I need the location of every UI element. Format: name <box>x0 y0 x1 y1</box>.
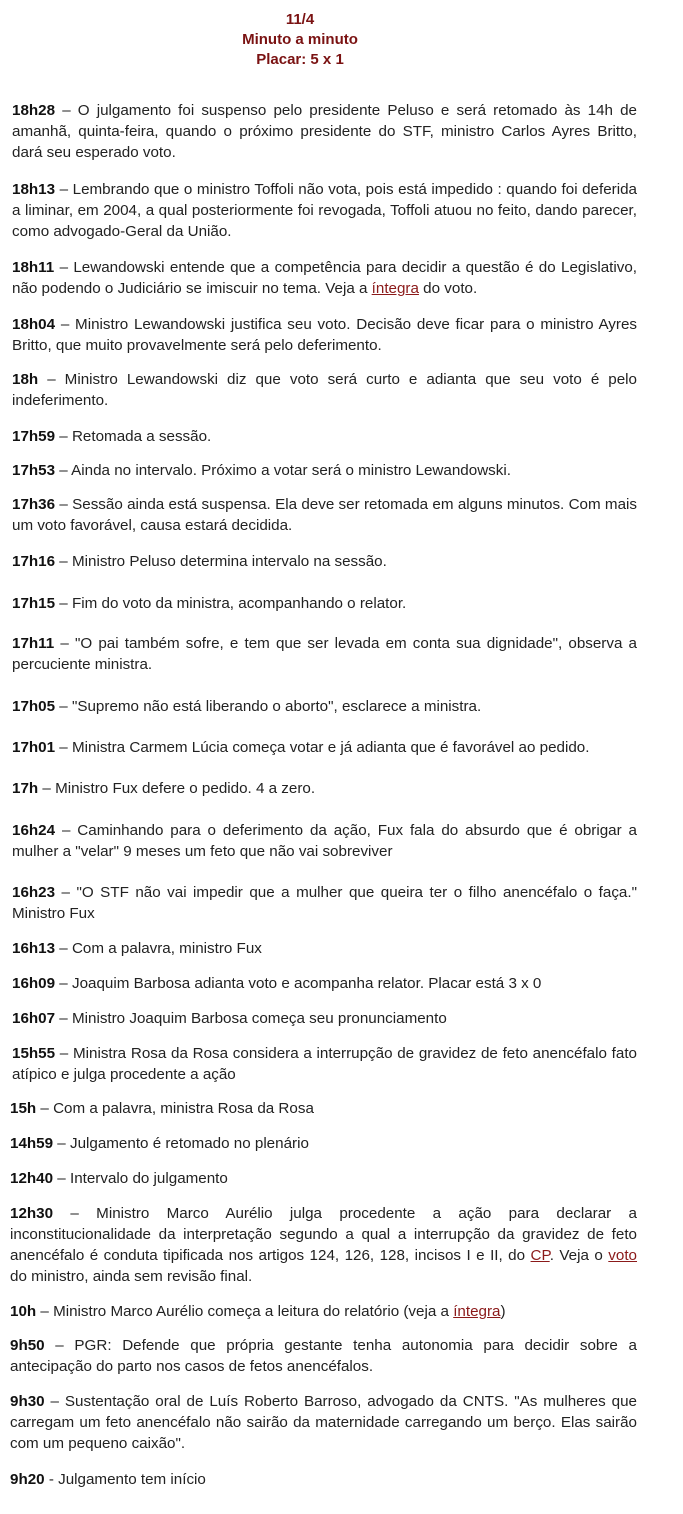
entry-time: 17h01 <box>12 739 56 756</box>
timeline-entry: 16h23 – "O STF não vai impedir que a mulher que queira ter o filho anencéfalo o faça." Ministro Fux <box>12 884 637 922</box>
timeline-entry: 9h20 - Julgamento tem início <box>10 1471 206 1488</box>
entry-text: Ministro Fux defere o pedido. 4 a zero. <box>55 780 316 797</box>
entry-text: Sessão ainda está suspensa. Ela deve ser retomada em alguns minutos. Com mais um voto favorável, causa estará decidida. <box>12 496 637 534</box>
timeline-entry: 17h01 – Ministra Carmem Lúcia começa votar e já adianta que é favorável ao pedido. <box>12 739 590 756</box>
timeline-entry: 15h55 – Ministra Rosa da Rosa considera a interrupção de gravidez de feto anencéfalo fato atípico e julga procedente a ação <box>12 1045 637 1083</box>
timeline-entry: 17h05 – "Supremo não está liberando o aborto", esclarece a ministra. <box>12 698 482 715</box>
entry-time: 17h11 <box>12 635 55 652</box>
entry-text: Ministro Lewandowski justifica seu voto. Decisão deve ficar para o ministro Ayres Britto, que muito provavelmente será pelo deferimento. <box>12 316 637 354</box>
entry-text: Caminhando para o deferimento da ação, Fux fala do absurdo que é obrigar a mulher a "velar" 9 meses um feto que não vai sobreviver <box>12 822 637 860</box>
entry-text: Retomada a sessão. <box>71 428 212 445</box>
entry-time: 12h30 <box>10 1205 54 1222</box>
entry-time: 12h40 <box>10 1170 54 1187</box>
timeline-entry: 12h30 – Ministro Marco Aurélio julga procedente a ação para declarar a inconstitucionalidade da interpretação segundo a qual a interrupção da gravidez de feto anencéfalo é conduta tipificada nos artigos 124, 126, 128, incisos I e II, do CP. Veja o voto do ministro, ainda sem revisão final. <box>10 1205 638 1285</box>
entry-time: 17h16 <box>12 553 56 570</box>
timeline-entry: 18h04 – Ministro Lewandowski justifica seu voto. Decisão deve ficar para o ministro Ayres Britto, que muito provavelmente será pelo deferimento. <box>12 316 637 354</box>
entry-time: 10h <box>10 1303 37 1320</box>
entry-text: Lewandowski entende que a competência para decidir a questão é do Legislativo, não podendo o Judiciário se imiscuir no tema. Veja a <box>12 259 637 297</box>
entry-time: 16h07 <box>12 1010 56 1027</box>
timeline-entry: 9h30 – Sustentação oral de Luís Roberto Barroso, advogado da CNTS. "As mulheres que carregam um feto anencéfalo não sairão da maternidade carregando um berço. Elas sairão com um pequeno caixão". <box>10 1393 637 1452</box>
entry-time: 15h55 <box>12 1045 56 1062</box>
entry-time: 17h15 <box>12 595 56 612</box>
entry-time: 16h24 <box>12 822 56 839</box>
entry-text: Com a palavra, ministro Fux <box>71 940 262 957</box>
entry-text: Sustentação oral de Luís Roberto Barroso, advogado da CNTS. "As mulheres que carregam um feto anencéfalo não sairão da maternidade carregando um berço. Elas sairão com um pequeno caixão". <box>10 1393 637 1452</box>
entry-text: Ministro Marco Aurélio julga procedente a ação para declarar a inconstitucionalidade da interpretação segundo a qual a interrupção da gravidez de feto anencéfalo é conduta tipificada nos artigos 124, 126, 128, incisos I e II, do <box>10 1205 638 1264</box>
entry-text: "O pai também sofre, e tem que ser levada em conta sua dignidade", observa a percuciente ministra. <box>12 635 637 673</box>
entry-text: "O STF não vai impedir que a mulher que queira ter o filho anencéfalo o faça." Ministro Fux <box>12 884 637 922</box>
timeline-entry: 17h53 – Ainda no intervalo. Próximo a votar será o ministro Lewandowski. <box>12 462 511 479</box>
header-title: Minuto a minuto <box>242 31 358 48</box>
entry-text: Ministra Carmem Lúcia começa votar e já adianta que é favorável ao pedido. <box>71 739 590 756</box>
entry-text: Intervalo do julgamento <box>69 1170 228 1187</box>
entry-text: Joaquim Barbosa adianta voto e acompanha relator. Placar está 3 x 0 <box>71 975 542 992</box>
entry-text: Ainda no intervalo. Próximo a votar será o ministro Lewandowski. <box>71 462 511 479</box>
entry-text: Ministro Marco Aurélio começa a leitura do relatório (veja a <box>53 1303 454 1320</box>
entry-time: 16h13 <box>12 940 56 957</box>
entry-text: Ministro Lewandowski diz que voto será curto e adianta que seu voto é pelo indeferimento. <box>12 371 638 409</box>
entry-time: 18h28 <box>12 102 56 119</box>
entry-text: Julgamento é retomado no plenário <box>69 1135 309 1152</box>
timeline-entry: 18h28 – O julgamento foi suspenso pelo presidente Peluso e será retomado às 14h de amanhã, quinta-feira, quando o próximo presidente do STF, ministro Carlos Ayres Britto, dará seu esperado voto. <box>12 102 637 161</box>
timeline-entry: 18h – Ministro Lewandowski diz que voto será curto e adianta que seu voto é pelo indeferimento. <box>12 371 638 409</box>
entry-text: Lembrando que o ministro Toffoli não vota, pois está impedido : quando foi deferida a liminar, em 2004, a qual posteriormente foi revogada, Toffoli atuou no feito, dando parecer, como advogado-Geral da União. <box>12 181 637 240</box>
entry-text: Ministro Joaquim Barbosa começa seu pronunciamento <box>71 1010 447 1027</box>
entry-time: 17h05 <box>12 698 56 715</box>
entry-time: 16h09 <box>12 975 56 992</box>
timeline-entry: 16h24 – Caminhando para o deferimento da ação, Fux fala do absurdo que é obrigar a mulher a "velar" 9 meses um feto que não vai sobreviver <box>12 822 637 860</box>
entry-time: 14h59 <box>10 1135 54 1152</box>
timeline-entry: 14h59 – Julgamento é retomado no plenário <box>10 1135 309 1152</box>
entry-time: 18h13 <box>12 181 56 198</box>
timeline-entry: 17h16 – Ministro Peluso determina intervalo na sessão. <box>12 553 387 570</box>
entry-text: Com a palavra, ministra Rosa da Rosa <box>53 1100 314 1117</box>
timeline-entry: 17h59 – Retomada a sessão. <box>12 428 212 445</box>
entry-time: 17h <box>12 780 39 797</box>
entry-text: "Supremo não está liberando o aborto", esclarece a ministra. <box>71 698 482 715</box>
integra-link[interactable]: íntegra <box>371 280 419 297</box>
entry-text: O julgamento foi suspenso pelo presidente Peluso e será retomado às 14h de amanhã, quinta-feira, quando o próximo presidente do STF, ministro Carlos Ayres Britto, dará seu esperado voto. <box>12 102 637 161</box>
timeline-entry: 16h13 – Com a palavra, ministro Fux <box>12 940 262 957</box>
entry-text: Fim do voto da ministra, acompanhando o relator. <box>71 595 407 612</box>
entry-time: 16h23 <box>12 884 56 901</box>
header-date: 11/4 <box>285 11 315 28</box>
timeline-entry: 12h40 – Intervalo do julgamento <box>10 1170 228 1187</box>
timeline-entry: 15h – Com a palavra, ministra Rosa da Rosa <box>10 1100 314 1117</box>
timeline-entry: 10h – Ministro Marco Aurélio começa a leitura do relatório (veja a íntegra) <box>10 1303 506 1320</box>
timeline-entry: 17h11 – "O pai também sofre, e tem que ser levada em conta sua dignidade", observa a percuciente ministra. <box>12 635 637 673</box>
timeline-entry: 17h15 – Fim do voto da ministra, acompanhando o relator. <box>12 595 407 612</box>
entry-time: 18h11 <box>12 259 55 276</box>
entry-text: Ministro Peluso determina intervalo na sessão. <box>71 553 387 570</box>
entry-time: 18h04 <box>12 316 56 333</box>
entry-time: 17h59 <box>12 428 56 445</box>
entry-time: 17h36 <box>12 496 56 513</box>
timeline-entry: 9h50 – PGR: Defende que própria gestante tenha autonomia para decidir sobre a antecipação do parto nos casos de fetos anencéfalos. <box>10 1337 637 1375</box>
page-header <box>0 10 600 70</box>
cp-link[interactable]: CP <box>530 1247 550 1264</box>
voto-link[interactable]: voto <box>608 1247 638 1264</box>
entry-text: Ministra Rosa da Rosa considera a interrupção de gravidez de feto anencéfalo fato atípico e julga procedente a ação <box>12 1045 637 1083</box>
entry-text: PGR: Defende que própria gestante tenha autonomia para decidir sobre a antecipação do parto nos casos de fetos anencéfalos. <box>10 1337 637 1375</box>
integra-link[interactable]: íntegra <box>453 1303 501 1320</box>
entry-time: 9h20 <box>10 1471 45 1488</box>
entry-time: 9h30 <box>10 1393 45 1410</box>
entry-time: 18h <box>12 371 39 388</box>
entry-time: 17h53 <box>12 462 56 479</box>
entry-text: Julgamento tem início <box>58 1471 206 1488</box>
entry-time: 15h <box>10 1100 37 1117</box>
entry-time: 9h50 <box>10 1337 45 1354</box>
timeline-entry: 16h09 – Joaquim Barbosa adianta voto e acompanha relator. Placar está 3 x 0 <box>12 975 542 992</box>
timeline-entry: 18h13 – Lembrando que o ministro Toffoli não vota, pois está impedido : quando foi deferida a liminar, em 2004, a qual posteriormente foi revogada, Toffoli atuou no feito, dando parecer, como advogado-Geral da União. <box>12 181 637 240</box>
timeline-entry: 16h07 – Ministro Joaquim Barbosa começa seu pronunciamento <box>12 1010 447 1027</box>
timeline-entry: 17h36 – Sessão ainda está suspensa. Ela deve ser retomada em alguns minutos. Com mais um voto favorável, causa estará decidida. <box>12 496 637 534</box>
header-score: Placar: 5 x 1 <box>256 51 344 68</box>
timeline-entry: 18h11 – Lewandowski entende que a competência para decidir a questão é do Legislativo, não podendo o Judiciário se imiscuir no tema. Veja a íntegra do voto. <box>12 259 637 297</box>
timeline-entry: 17h – Ministro Fux defere o pedido. 4 a zero. <box>12 780 316 797</box>
